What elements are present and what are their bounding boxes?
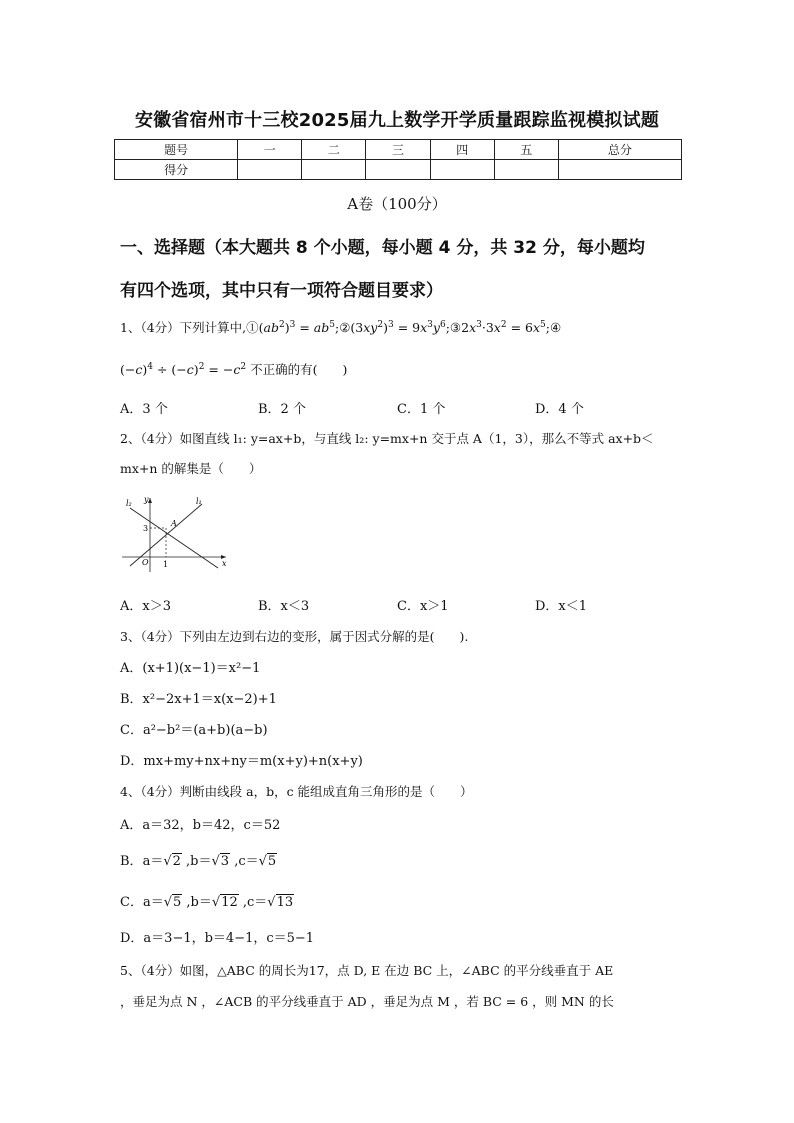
q4-b-radicand-c: 5 bbox=[267, 854, 277, 869]
score-cell[interactable] bbox=[494, 160, 558, 180]
score-header-cell: 一 bbox=[238, 140, 302, 160]
q4-option-a[interactable]: A．a＝32，b＝42，c＝52 bbox=[120, 818, 281, 833]
label-l2: l₂ bbox=[126, 499, 132, 508]
score-header-cell: 题号 bbox=[115, 140, 238, 160]
score-cell[interactable] bbox=[302, 160, 366, 180]
q3-stem: 3、（4分）下列由左边到右边的变形，属于因式分解的是( ). bbox=[120, 629, 469, 644]
q4-c-c: ,c＝ bbox=[238, 895, 268, 910]
score-header-cell: 二 bbox=[302, 140, 366, 160]
q1-suffix: 不正确的有( ) bbox=[250, 362, 348, 377]
q2-option-a[interactable]: A．x＞3 bbox=[120, 599, 171, 614]
q4-option-d[interactable]: D．a＝3−1，b＝4−1，c＝5−1 bbox=[120, 931, 315, 946]
q4-b-c: ,c＝ bbox=[230, 854, 259, 869]
q1-option-c[interactable]: C．1 个 bbox=[397, 402, 446, 417]
q5-line2: ，垂足为点 N ，∠ACB 的平分线垂直于 AD ，垂足为点 M ，若 BC = 6 ，则 MN 的长 bbox=[120, 994, 614, 1009]
exam-title: 安徽省宿州市十三校2025届九上数学开学质量跟踪监视模拟试题 bbox=[134, 110, 660, 131]
q2-option-c[interactable]: C．x＞1 bbox=[397, 599, 449, 614]
label-one: 1 bbox=[163, 560, 169, 569]
part1-heading-line1: 一、选择题（本大题共 8 个小题，每小题 4 分，共 32 分，每小题均 bbox=[120, 238, 645, 258]
q1-option-a[interactable]: A．3 个 bbox=[120, 402, 168, 417]
score-cell[interactable] bbox=[430, 160, 494, 180]
score-table-score-row bbox=[115, 160, 682, 180]
label-l1: l₁ bbox=[196, 497, 202, 506]
q4-b-b: ,b＝ bbox=[181, 854, 212, 869]
q1-formula-4: $(-c)^4 \div (-c)^2 = -c^2$ bbox=[120, 361, 247, 377]
score-table-header-row bbox=[115, 140, 682, 160]
q3-option-c[interactable]: C．a²−b²＝(a+b)(a−b) bbox=[120, 723, 268, 738]
q3-option-b[interactable]: B．x²−2x+1＝x(x−2)+1 bbox=[120, 692, 277, 707]
q2-line2: mx+n 的解集是（ ） bbox=[120, 461, 262, 476]
score-cell[interactable] bbox=[366, 160, 430, 180]
q3-option-d[interactable]: D．mx+my+nx+ny＝m(x+y)+n(x+y) bbox=[120, 754, 363, 769]
score-cell[interactable] bbox=[558, 160, 681, 180]
q2-option-b[interactable]: B．x＜3 bbox=[258, 599, 310, 614]
q4-option-b[interactable]: B．a＝√2 ,b＝√3 ,c＝√5 bbox=[120, 854, 277, 869]
score-header-cell: 三 bbox=[366, 140, 430, 160]
label-point-a: A bbox=[171, 519, 177, 528]
q4-c-a: a＝ bbox=[142, 895, 164, 910]
q1-formulas: $①(ab^2)^3$ = $ab^5;②(3xy^2)^3$ = $9x^3y^6;③2x^3\cdot 3x^2$ = $6x^5;④$ bbox=[246, 319, 562, 335]
q4-b-radicand-a: 2 bbox=[172, 854, 181, 869]
label-x: x bbox=[222, 559, 227, 568]
q3-option-a[interactable]: A．(x+1)(x−1)＝x²−1 bbox=[120, 661, 261, 676]
q4-stem: 4、（4分）判断由线段 a，b，c 能组成直角三角形的是（ ） bbox=[120, 784, 473, 799]
q1-option-b[interactable]: B．2 个 bbox=[258, 402, 306, 417]
q4-c-label: C． bbox=[120, 895, 143, 910]
q5-line1: 5、（4分）如图，△ABC 的周长为17，点 D, E 在边 BC 上，∠ABC 的平分线垂直于 AE bbox=[120, 963, 614, 978]
score-header-cell: 总分 bbox=[558, 140, 681, 160]
q4-b-radicand-b: 3 bbox=[220, 854, 230, 869]
q1-prefix: 1、（4分）下列计算中, bbox=[120, 320, 247, 335]
q2-option-d[interactable]: D．x＜1 bbox=[535, 599, 588, 614]
q1-option-d[interactable]: D．4 个 bbox=[535, 402, 584, 417]
score-header-cell: 四 bbox=[430, 140, 494, 160]
q4-c-b: ,b＝ bbox=[182, 895, 212, 910]
q4-c-radicand-a: 5 bbox=[173, 895, 182, 910]
q4-option-c[interactable]: C．a＝√5 ,b＝√12 ,c＝√13 bbox=[120, 895, 294, 910]
score-row-label: 得分 bbox=[115, 160, 238, 180]
q2-graph-figure bbox=[118, 494, 230, 576]
y-axis-arrow-icon bbox=[148, 498, 152, 503]
q1-line1 bbox=[120, 318, 561, 336]
score-table bbox=[114, 139, 682, 180]
label-origin: O bbox=[142, 558, 149, 567]
section-a-title: A卷（100分） bbox=[347, 195, 447, 213]
q4-c-radicand-c: 13 bbox=[276, 895, 294, 910]
label-y: y bbox=[144, 495, 149, 504]
q4-b-a: a＝ bbox=[142, 854, 164, 869]
q4-c-radicand-b: 12 bbox=[221, 895, 238, 910]
score-cell[interactable] bbox=[238, 160, 302, 180]
part1-heading-line2: 有四个选项，其中只有一项符合题目要求） bbox=[120, 281, 443, 301]
q1-line2 bbox=[120, 360, 347, 378]
label-three: 3 bbox=[143, 524, 149, 533]
q2-line1: 2、（4分）如图直线 l₁: y=ax+b，与直线 l₂: y=mx+n 交于点 A（1，3），那么不等式 ax+b＜ bbox=[120, 431, 654, 446]
score-header-cell: 五 bbox=[494, 140, 558, 160]
q4-b-label: B． bbox=[120, 854, 143, 869]
